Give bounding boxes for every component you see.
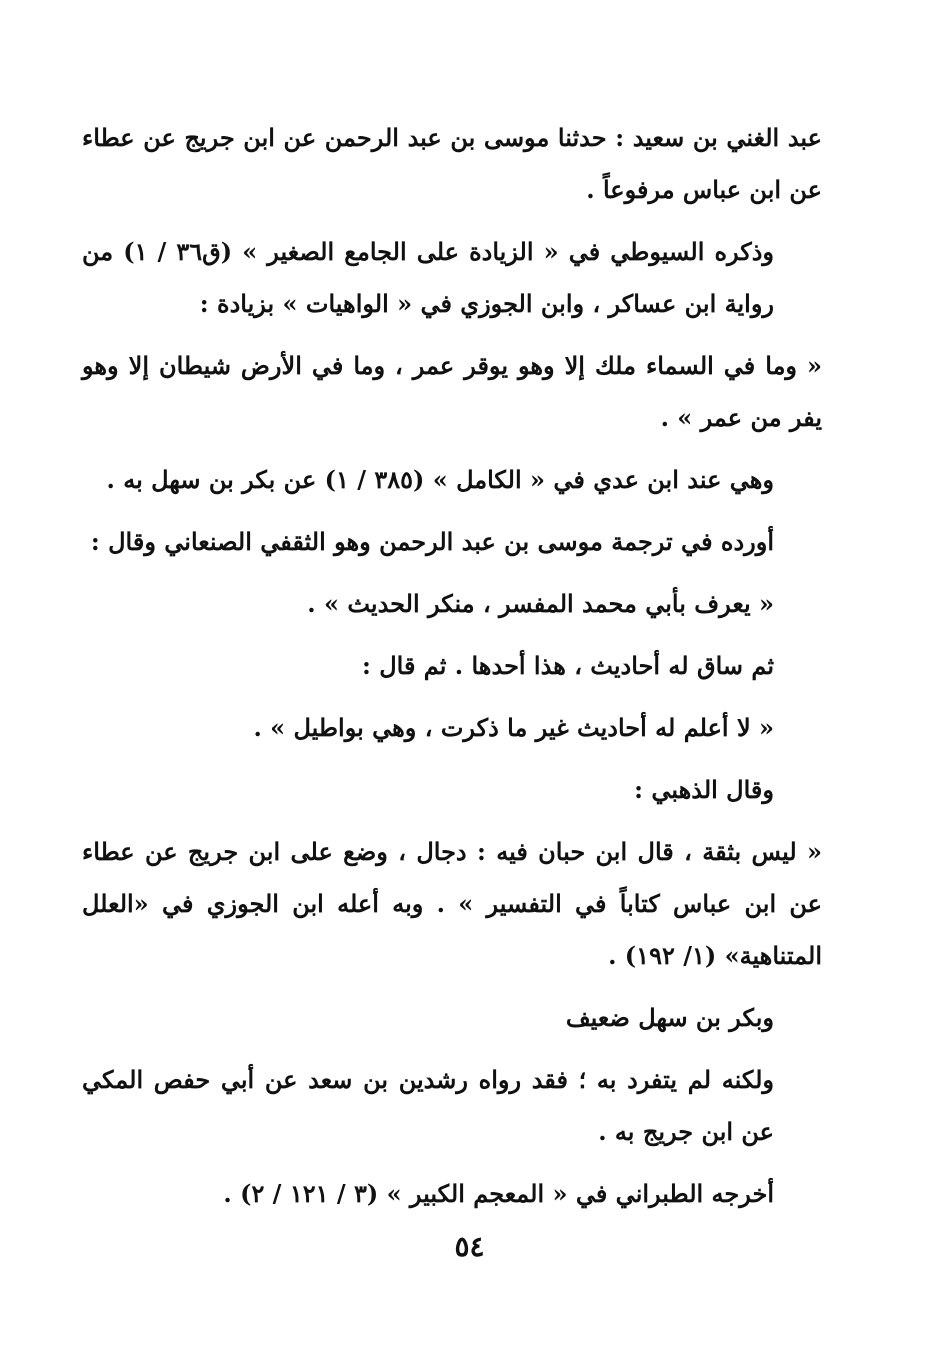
page-number: ٥٤ [454, 1230, 485, 1263]
paragraph-11: وبكر بن سهل ضعيف [565, 1003, 774, 1032]
paragraph-1: عبد الغني بن سعيد : حدثنا موسى بن عبد الرحمن عن ابن جريج عن عطاء عن ابن عباس مرفوعاً . [82, 123, 822, 204]
paragraph-2: وذكره السيوطي في « الزيادة على الجامع الصغير » (ق٣٦ / ١) من رواية ابن عساكر ، وابن الجوزي في « الواهيات » بزيادة : [82, 237, 774, 318]
paragraph-6-quote: « يعرف بأبي محمد المفسر ، منكر الحديث » . [307, 589, 774, 618]
body-text [82, 112, 822, 1230]
paragraph-5: أورده في ترجمة موسى بن عبد الرحمن وهو الثقفي الصنعاني وقال : [90, 527, 774, 556]
paragraph-13: أخرجه الطبراني في « المعجم الكبير » (٣ / ١٢١ / ٢) . [223, 1179, 774, 1208]
paragraph-12: ولكنه لم يتفرد به ؛ فقد رواه رشدين بن سعد عن أبي حفص المكي عن ابن جريج به . [82, 1065, 774, 1146]
paragraph-4: وهي عند ابن عدي في « الكامل » (٣٨٥ / ١) عن بكر بن سهل به . [106, 465, 774, 494]
paragraph-7: ثم ساق له أحاديث ، هذا أحدها . ثم قال : [361, 651, 774, 680]
paragraph-3-quote: « وما في السماء ملك إلا وهو يوقر عمر ، وما في الأرض شيطان إلا وهو يفر من عمر » . [82, 351, 822, 432]
paragraph-10-quote: « ليس بثقة ، قال ابن حبان فيه : دجال ، وضع على ابن جريج عن عطاء عن ابن عباس كتاباً في التفسير » . وبه أعله ابن الجوزي في «العلل المتناهية» (١/ ١٩٢) . [82, 837, 822, 970]
paragraph-8-quote: « لا أعلم له أحاديث غير ما ذكرت ، وهي بواطيل » . [253, 713, 774, 742]
paragraph-9: وقال الذهبي : [634, 775, 774, 804]
